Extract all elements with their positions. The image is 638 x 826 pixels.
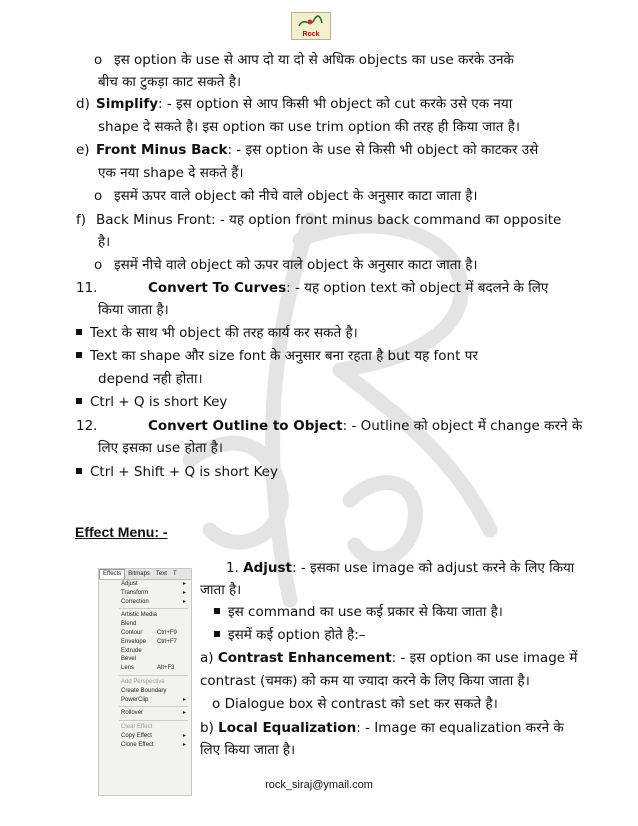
- menu-item[interactable]: [99, 723, 191, 732]
- line-text: है।: [98, 234, 111, 250]
- line-text: depend नही होता।: [98, 371, 203, 387]
- line-text: : - इस option का use image में: [391, 650, 578, 666]
- text-line: [74, 346, 588, 366]
- menu-item[interactable]: [99, 732, 191, 741]
- line-text: : - इस option से आप किसी भी object को cut करके उसे एक नया: [158, 96, 513, 112]
- bullet-square-icon: [76, 329, 82, 335]
- line-text: इस option के use से आप दो या दो से अधिक objects का use करके उनके: [114, 52, 514, 68]
- line-text: : - इसका use image को adjust करने के लिए किया: [292, 560, 575, 576]
- effect-menu-heading: Effect Menu: -: [75, 524, 168, 540]
- line-prefix: b): [200, 720, 219, 736]
- submenu-arrow-icon: ▸: [182, 696, 186, 703]
- line-text: बीच का टुकड़ा काट सकते है।: [98, 74, 242, 90]
- submenu-arrow-icon: ▸: [182, 598, 186, 605]
- line-prefix: 1.: [226, 560, 244, 576]
- effect-line: [212, 625, 616, 645]
- menu-separator: [119, 675, 188, 676]
- menu-item-label: Add Perspective: [121, 678, 165, 685]
- menu-item-label: Blend: [121, 621, 137, 628]
- menu-item-label: Rollover: [121, 710, 144, 717]
- text-line: [98, 300, 612, 320]
- menu-item[interactable]: [99, 655, 191, 664]
- menu-item[interactable]: [99, 611, 191, 620]
- text-line: [76, 416, 590, 436]
- line-text: : - इस option के use से किसी भी object को काटकर उसे: [227, 142, 539, 158]
- list-marker: 12.: [76, 418, 98, 434]
- effect-line: [212, 602, 616, 622]
- text-line: [74, 392, 588, 412]
- bold-term: Front Minus Back: [96, 142, 228, 158]
- text-line: [76, 278, 590, 298]
- footer-email: rock_siraj@ymail.com: [265, 779, 373, 791]
- logo-text: Rock: [302, 31, 320, 38]
- menu-item-label: Artistic Media: [121, 612, 158, 619]
- text-line: [76, 94, 590, 114]
- list-marker: o: [94, 257, 103, 273]
- effect-line: [226, 558, 630, 578]
- line-text: इसमें नीचे वाले object को ऊपर वाले object के अनुसार काटा जाता है।: [114, 257, 478, 273]
- text-line: [98, 438, 612, 458]
- menu-bar-item[interactable]: Text: [155, 571, 167, 577]
- submenu-arrow-icon: ▸: [182, 741, 186, 748]
- menu-separator: [119, 720, 188, 721]
- bold-term: Local Equalization: [218, 720, 357, 736]
- menu-item[interactable]: [99, 664, 191, 673]
- bold-term: Convert Outline to Object: [148, 418, 343, 434]
- bullet-square-icon: [214, 631, 220, 637]
- text-line: [76, 140, 590, 160]
- list-marker: e): [76, 142, 90, 158]
- menu-item-label: Transform: [121, 589, 149, 596]
- list-marker: d): [76, 96, 90, 112]
- text-line: [94, 50, 608, 70]
- text-line: [74, 323, 588, 343]
- text-line: [94, 255, 608, 275]
- bullet-square-icon: [76, 468, 82, 474]
- effect-line: [200, 718, 604, 738]
- menu-bar-item[interactable]: T: [172, 571, 177, 577]
- line-text: लिए किया जाता है।: [200, 742, 296, 758]
- menu-item[interactable]: [99, 620, 191, 629]
- bold-term: Adjust: [243, 560, 293, 576]
- menu-bar-item[interactable]: Bitmaps: [128, 571, 150, 577]
- bullet-square-icon: [214, 608, 220, 614]
- menu-item-label: Bevel: [121, 656, 137, 663]
- bold-term: Simplify: [96, 96, 159, 112]
- text-line: [94, 186, 608, 206]
- menu-item[interactable]: [99, 580, 191, 589]
- menu-item-label: Adjust: [121, 581, 138, 587]
- effect-line: [200, 580, 604, 600]
- menu-item-label: PowerClip: [121, 696, 149, 703]
- effect-line: [200, 740, 604, 760]
- menu-item[interactable]: [99, 647, 191, 656]
- text-line: [98, 163, 612, 183]
- bullet-square-icon: [76, 352, 82, 358]
- text-line: [98, 369, 612, 389]
- menu-item-label: Extrude: [121, 647, 142, 654]
- line-text: shape दे सकते है। इस option का use trim option की तरह ही किया जात है।: [98, 119, 520, 135]
- line-prefix: a): [200, 650, 218, 666]
- bold-term: Convert To Curves: [148, 280, 287, 296]
- text-line: [74, 462, 588, 482]
- submenu-arrow-icon: ▸: [182, 732, 186, 739]
- menu-item[interactable]: [99, 678, 191, 687]
- menu-bar: [99, 569, 191, 580]
- menu-item[interactable]: [99, 696, 191, 705]
- text-line: [76, 210, 590, 230]
- list-marker: o: [94, 52, 103, 68]
- menu-item[interactable]: [99, 589, 191, 598]
- line-text: Dialogue box से contrast को set कर सकते है।: [224, 696, 498, 712]
- menu-item-label: Clone Effect: [121, 741, 154, 748]
- menu-bar-item[interactable]: Effects: [99, 569, 125, 579]
- list-marker: o: [94, 188, 103, 204]
- bullet-square-icon: [76, 398, 82, 404]
- menu-item-label: Copy Effect: [121, 732, 152, 739]
- line-text: इसमें कई option होते है:–: [228, 627, 366, 643]
- text-line: [98, 232, 612, 252]
- menu-item-label: Lens: [121, 665, 135, 672]
- line-prefix: o: [212, 696, 225, 712]
- line-text: Ctrl + Shift + Q is short Key: [90, 464, 278, 480]
- menu-item[interactable]: [99, 687, 191, 696]
- effect-line: [212, 694, 616, 714]
- submenu-arrow-icon: ▸: [182, 589, 186, 596]
- menu-item[interactable]: [99, 709, 191, 718]
- line-text: Text के साथ भी object की तरह कार्य कर सकते है।: [90, 325, 358, 341]
- bold-term: Contrast Enhancement: [217, 650, 392, 666]
- menu-item[interactable]: [99, 629, 191, 638]
- line-text: इसमें ऊपर वाले object को नीचे वाले object के अनुसार काटा जाता है।: [114, 188, 478, 204]
- line-text: लिए इसका use होता है।: [98, 440, 223, 456]
- line-text: इस command का use कई प्रकार से किया जाता है।: [228, 604, 503, 620]
- submenu-arrow-icon: ▸: [182, 581, 186, 587]
- text-line: [98, 72, 612, 92]
- menu-separator: [119, 706, 188, 707]
- menu-item[interactable]: [99, 638, 191, 647]
- line-text: contrast (चमक) को कम या ज्यादा करने के लिए किया जाता है।: [200, 673, 530, 689]
- logo-swirl-icon: [296, 15, 324, 29]
- effects-menu-screenshot: [98, 568, 192, 796]
- line-text: किया जाता है।: [98, 302, 169, 318]
- line-text: एक नया shape दे सकते हैं।: [98, 165, 244, 181]
- menu-item-shortcut: Alt+F3: [157, 665, 175, 672]
- line-text: Ctrl + Q is short Key: [90, 394, 228, 410]
- effect-line: [200, 671, 604, 691]
- menu-separator: [119, 608, 188, 609]
- list-marker: 11.: [76, 280, 98, 296]
- list-marker: f): [76, 212, 87, 228]
- line-text: Text का shape और size font के अनुसार बना रहता है but यह font पर: [90, 348, 478, 364]
- menu-item[interactable]: [99, 598, 191, 607]
- menu-item-label: Contour: [121, 629, 143, 636]
- menu-items: [99, 580, 191, 750]
- submenu-arrow-icon: ▸: [182, 710, 186, 717]
- text-line: [98, 117, 612, 137]
- effect-line: [200, 648, 604, 668]
- menu-item-shortcut: Ctrl+F7: [157, 638, 177, 645]
- menu-item-label: Clear Effect: [121, 724, 153, 731]
- menu-item-label: Correction: [121, 598, 149, 605]
- menu-item-shortcut: Ctrl+F9: [157, 629, 177, 636]
- line-text: Back Minus Front: - यह option front minus back command का opposite: [96, 212, 562, 228]
- rock-logo: [291, 12, 331, 40]
- line-text: : - Outline को object में change करने के: [342, 418, 583, 434]
- line-text: : - Image का equalization करने के: [356, 720, 564, 736]
- menu-item-label: Create Boundary: [121, 687, 167, 694]
- menu-item-label: Envelope: [121, 638, 147, 645]
- line-text: : - यह option text को object में बदलने के लिए: [286, 280, 549, 296]
- menu-item[interactable]: [99, 741, 191, 750]
- line-text: जाता है।: [200, 582, 242, 598]
